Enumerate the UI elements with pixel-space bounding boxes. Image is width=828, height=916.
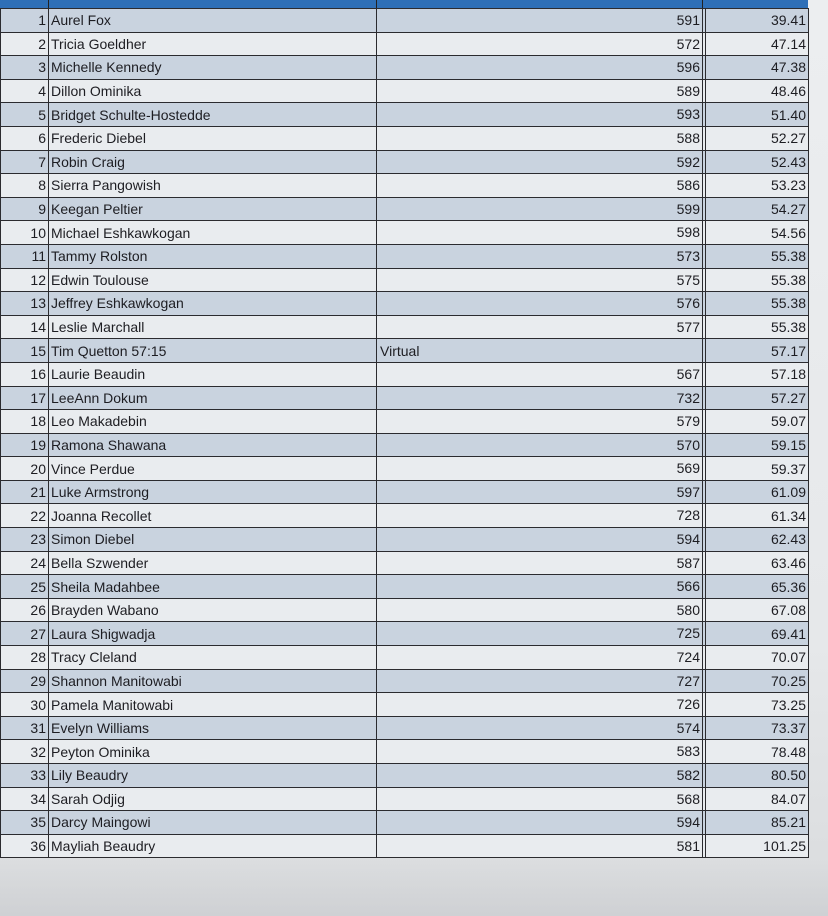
row-number-cell: 17	[1, 386, 49, 410]
table-row	[1, 292, 809, 316]
finish-time-cell: 57.27	[706, 386, 809, 410]
finish-time-cell: 67.08	[706, 598, 809, 622]
row-number-cell: 23	[1, 528, 49, 552]
bib-number: 568	[676, 790, 700, 807]
bib-number: 589	[676, 82, 700, 99]
participant-name-cell: Brayden Wabano	[49, 598, 377, 622]
bib-number: 599	[676, 200, 700, 217]
note-cell	[377, 386, 703, 410]
row-number-cell: 8	[1, 174, 49, 198]
finish-time-cell: 63.46	[706, 551, 809, 575]
table-row	[1, 433, 809, 457]
finish-time-cell: 84.07	[706, 787, 809, 811]
note-cell	[377, 32, 703, 56]
participant-name-cell: Laurie Beaudin	[49, 362, 377, 386]
participant-name-cell: LeeAnn Dokum	[49, 386, 377, 410]
bib-number: 574	[676, 719, 700, 736]
note-cell	[377, 315, 703, 339]
participant-name-cell: Michelle Kennedy	[49, 56, 377, 80]
note-cell	[377, 244, 703, 268]
bib-number: 594	[676, 814, 700, 831]
table-row	[1, 551, 809, 575]
row-number-cell: 15	[1, 339, 49, 363]
bib-number: 592	[676, 153, 700, 170]
row-number-cell: 26	[1, 598, 49, 622]
note-cell	[377, 740, 703, 764]
bib-number: 577	[676, 318, 700, 335]
finish-time-cell: 52.43	[706, 150, 809, 174]
row-number-cell: 31	[1, 716, 49, 740]
bib-number: 597	[676, 483, 700, 500]
participant-name-cell: Sierra Pangowish	[49, 174, 377, 198]
bib-number: 579	[676, 413, 700, 430]
table-row	[1, 386, 809, 410]
table-row	[1, 646, 809, 670]
note-text: Virtual	[380, 342, 420, 359]
participant-name-cell: Simon Diebel	[49, 528, 377, 552]
note-cell	[377, 174, 703, 198]
participant-name-cell: Leslie Marchall	[49, 315, 377, 339]
note-cell	[377, 457, 703, 481]
table-row	[1, 528, 809, 552]
participant-name-cell: Lily Beaudry	[49, 764, 377, 788]
row-number-cell: 28	[1, 646, 49, 670]
row-number-cell: 33	[1, 764, 49, 788]
finish-time-cell: 73.37	[706, 716, 809, 740]
bib-number: 732	[676, 389, 700, 406]
table-row	[1, 787, 809, 811]
table-row	[1, 150, 809, 174]
bib-number: 572	[676, 35, 700, 52]
finish-time-cell: 61.09	[706, 480, 809, 504]
table-row	[1, 362, 809, 386]
table-row	[1, 9, 809, 33]
participant-name-cell: Evelyn Williams	[49, 716, 377, 740]
finish-time-cell: 54.27	[706, 197, 809, 221]
row-number-cell: 16	[1, 362, 49, 386]
participant-name-cell: Bella Szwender	[49, 551, 377, 575]
row-number-cell: 18	[1, 410, 49, 434]
finish-time-cell: 55.38	[706, 315, 809, 339]
note-cell	[377, 339, 703, 363]
header-row-strip	[0, 0, 808, 8]
finish-time-cell: 78.48	[706, 740, 809, 764]
table-row	[1, 174, 809, 198]
table-row	[1, 126, 809, 150]
finish-time-cell: 61.34	[706, 504, 809, 528]
finish-time-cell: 70.07	[706, 646, 809, 670]
finish-time-cell: 52.27	[706, 126, 809, 150]
row-number-cell: 6	[1, 126, 49, 150]
note-cell	[377, 292, 703, 316]
note-cell	[377, 622, 703, 646]
finish-time-cell: 55.38	[706, 244, 809, 268]
finish-time-cell: 48.46	[706, 79, 809, 103]
note-cell	[377, 126, 703, 150]
finish-time-cell: 65.36	[706, 575, 809, 599]
participant-name-cell: Frederic Diebel	[49, 126, 377, 150]
bib-number: 566	[676, 578, 700, 595]
table-row	[1, 32, 809, 56]
bib-number: 580	[676, 601, 700, 618]
row-number-cell: 4	[1, 79, 49, 103]
finish-time-cell: 69.41	[706, 622, 809, 646]
row-number-cell: 34	[1, 787, 49, 811]
table-row	[1, 244, 809, 268]
bib-number: 570	[676, 436, 700, 453]
bib-number: 587	[676, 554, 700, 571]
bib-number: 725	[676, 625, 700, 642]
table-row	[1, 740, 809, 764]
bib-number: 569	[676, 460, 700, 477]
table-row	[1, 716, 809, 740]
note-cell	[377, 528, 703, 552]
table-row	[1, 56, 809, 80]
participant-name-cell: Sheila Madahbee	[49, 575, 377, 599]
row-number-cell: 10	[1, 221, 49, 245]
finish-time-cell: 47.14	[706, 32, 809, 56]
finish-time-cell: 47.38	[706, 56, 809, 80]
finish-time-cell: 54.56	[706, 221, 809, 245]
note-cell	[377, 433, 703, 457]
table-row	[1, 504, 809, 528]
row-number-cell: 30	[1, 693, 49, 717]
participant-name-cell: Edwin Toulouse	[49, 268, 377, 292]
note-cell	[377, 79, 703, 103]
table-row	[1, 834, 809, 858]
note-cell	[377, 764, 703, 788]
note-cell	[377, 669, 703, 693]
bib-number: 573	[676, 247, 700, 264]
note-cell	[377, 9, 703, 33]
finish-time-cell: 39.41	[706, 9, 809, 33]
row-number-cell: 1	[1, 9, 49, 33]
row-number-cell: 12	[1, 268, 49, 292]
note-cell	[377, 551, 703, 575]
row-number-cell: 32	[1, 740, 49, 764]
row-number-cell: 20	[1, 457, 49, 481]
participant-name-cell: Joanna Recollet	[49, 504, 377, 528]
note-cell	[377, 834, 703, 858]
finish-time-cell: 57.18	[706, 362, 809, 386]
finish-time-cell: 59.37	[706, 457, 809, 481]
note-cell	[377, 646, 703, 670]
finish-time-cell: 53.23	[706, 174, 809, 198]
table-row	[1, 480, 809, 504]
row-number-cell: 3	[1, 56, 49, 80]
finish-time-cell: 62.43	[706, 528, 809, 552]
participant-name-cell: Dillon Ominika	[49, 79, 377, 103]
bib-number: 598	[676, 224, 700, 241]
participant-name-cell: Tracy Cleland	[49, 646, 377, 670]
table-row	[1, 598, 809, 622]
participant-name-cell: Leo Makadebin	[49, 410, 377, 434]
participant-name-cell: Laura Shigwadja	[49, 622, 377, 646]
results-table-body	[1, 9, 809, 858]
finish-time-cell: 57.17	[706, 339, 809, 363]
note-cell	[377, 811, 703, 835]
bib-number: 586	[676, 177, 700, 194]
bib-number: 591	[676, 12, 700, 28]
bib-number: 593	[676, 106, 700, 123]
bib-number: 726	[676, 696, 700, 713]
row-number-cell: 2	[1, 32, 49, 56]
row-number-cell: 24	[1, 551, 49, 575]
table-row	[1, 457, 809, 481]
row-number-cell: 7	[1, 150, 49, 174]
participant-name-cell: Darcy Maingowi	[49, 811, 377, 835]
participant-name-cell: Keegan Peltier	[49, 197, 377, 221]
finish-time-cell: 55.38	[706, 268, 809, 292]
participant-name-cell: Sarah Odjig	[49, 787, 377, 811]
participant-name-cell: Aurel Fox	[49, 9, 377, 33]
note-cell	[377, 197, 703, 221]
finish-time-cell: 51.40	[706, 103, 809, 127]
participant-name-cell: Robin Craig	[49, 150, 377, 174]
finish-time-cell: 73.25	[706, 693, 809, 717]
table-row	[1, 221, 809, 245]
participant-name-cell: Luke Armstrong	[49, 480, 377, 504]
row-number-cell: 11	[1, 244, 49, 268]
finish-time-cell: 59.07	[706, 410, 809, 434]
table-row	[1, 575, 809, 599]
row-number-cell: 13	[1, 292, 49, 316]
row-number-cell: 25	[1, 575, 49, 599]
note-cell	[377, 150, 703, 174]
note-cell	[377, 410, 703, 434]
bib-number: 594	[676, 531, 700, 548]
participant-name-cell: Ramona Shawana	[49, 433, 377, 457]
row-number-cell: 22	[1, 504, 49, 528]
results-table	[0, 8, 809, 858]
bib-number: 727	[676, 672, 700, 689]
participant-name-cell: Tammy Rolston	[49, 244, 377, 268]
note-cell	[377, 221, 703, 245]
bib-number: 576	[676, 295, 700, 312]
row-number-cell: 14	[1, 315, 49, 339]
finish-time-cell: 70.25	[706, 669, 809, 693]
note-cell	[377, 504, 703, 528]
participant-name-cell: Mayliah Beaudry	[49, 834, 377, 858]
bib-number: 728	[676, 507, 700, 524]
participant-name-cell: Peyton Ominika	[49, 740, 377, 764]
row-number-cell: 19	[1, 433, 49, 457]
participant-name-cell: Vince Perdue	[49, 457, 377, 481]
table-row	[1, 315, 809, 339]
row-number-cell: 21	[1, 480, 49, 504]
note-cell	[377, 716, 703, 740]
note-cell	[377, 103, 703, 127]
table-row	[1, 669, 809, 693]
bib-number: 567	[676, 365, 700, 382]
note-cell	[377, 480, 703, 504]
participant-name-cell: Tricia Goeldher	[49, 32, 377, 56]
finish-time-cell: 85.21	[706, 811, 809, 835]
participant-name-cell: Jeffrey Eshkawkogan	[49, 292, 377, 316]
note-cell	[377, 268, 703, 292]
row-number-cell: 9	[1, 197, 49, 221]
note-cell	[377, 598, 703, 622]
table-row	[1, 622, 809, 646]
row-number-cell: 36	[1, 834, 49, 858]
row-number-cell: 35	[1, 811, 49, 835]
table-row	[1, 268, 809, 292]
table-row	[1, 197, 809, 221]
participant-name-cell: Pamela Manitowabi	[49, 693, 377, 717]
row-number-cell: 5	[1, 103, 49, 127]
finish-time-cell: 80.50	[706, 764, 809, 788]
participant-name-cell: Shannon Manitowabi	[49, 669, 377, 693]
note-cell	[377, 787, 703, 811]
bib-number: 588	[676, 129, 700, 146]
bib-number: 596	[676, 59, 700, 76]
table-row	[1, 693, 809, 717]
participant-name-cell: Bridget Schulte-Hostedde	[49, 103, 377, 127]
note-cell	[377, 693, 703, 717]
participant-name-cell: Michael Eshkawkogan	[49, 221, 377, 245]
row-number-cell: 29	[1, 669, 49, 693]
note-cell	[377, 575, 703, 599]
table-row	[1, 79, 809, 103]
participant-name-cell: Tim Quetton 57:15	[49, 339, 377, 363]
bib-number: 582	[676, 767, 700, 783]
table-row	[1, 410, 809, 434]
finish-time-cell: 59.15	[706, 433, 809, 457]
note-cell	[377, 362, 703, 386]
finish-time-cell: 101.25	[706, 834, 809, 858]
bib-number: 581	[676, 837, 700, 854]
bib-number: 575	[676, 271, 700, 288]
table-row	[1, 339, 809, 363]
table-row	[1, 103, 809, 127]
note-cell	[377, 56, 703, 80]
row-number-cell: 27	[1, 622, 49, 646]
paper-shadow	[0, 860, 828, 916]
finish-time-cell: 55.38	[706, 292, 809, 316]
bib-number: 583	[676, 743, 700, 760]
table-row	[1, 764, 809, 788]
bib-number: 724	[676, 649, 700, 666]
table-row	[1, 811, 809, 835]
